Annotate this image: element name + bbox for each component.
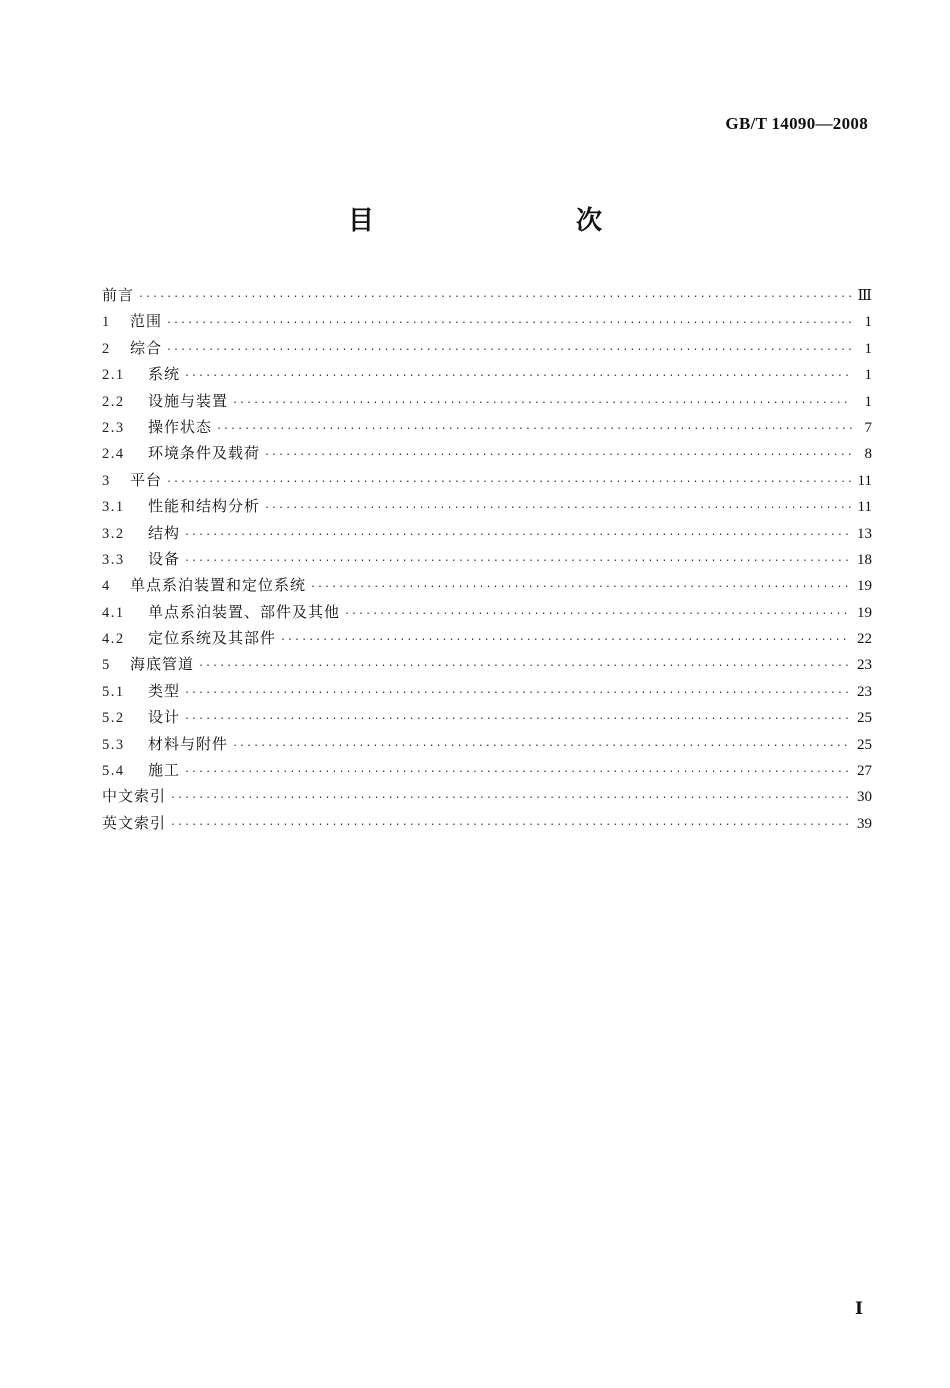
toc-entry-page: 1 bbox=[864, 367, 872, 384]
toc-entry[interactable] bbox=[100, 495, 872, 521]
toc-dot-leader bbox=[280, 632, 851, 643]
toc-entry-label: 操作状态 bbox=[148, 417, 213, 436]
toc-dot-leader bbox=[344, 606, 851, 617]
toc-entry-page: 1 bbox=[864, 314, 872, 331]
toc-entry[interactable] bbox=[100, 469, 872, 495]
toc-entry-page: 11 bbox=[857, 472, 872, 489]
toc-entry-label: 性能和结构分析 bbox=[148, 497, 261, 516]
toc-entry-number: 1 bbox=[102, 314, 111, 331]
toc-entry[interactable] bbox=[100, 812, 872, 838]
toc-entry-number: 2.3 bbox=[102, 419, 125, 436]
toc-entry-page: 11 bbox=[857, 499, 872, 516]
toc-entry-label: 定位系统及其部件 bbox=[148, 629, 277, 648]
toc-entry[interactable] bbox=[100, 416, 872, 442]
toc-entry-label: 英文索引 bbox=[102, 813, 167, 832]
toc-entry-number: 3.2 bbox=[102, 525, 125, 542]
toc-entry-number: 4.1 bbox=[102, 604, 125, 621]
toc-entry-number: 5.2 bbox=[102, 710, 125, 727]
toc-entry-label: 单点系泊装置、部件及其他 bbox=[148, 602, 341, 621]
toc-entry-label: 系统 bbox=[148, 365, 181, 384]
toc-entry[interactable] bbox=[100, 627, 872, 653]
toc-dot-leader bbox=[170, 790, 851, 801]
toc-entry-number: 3 bbox=[102, 472, 111, 489]
toc-dot-leader bbox=[184, 553, 851, 564]
toc-entry[interactable] bbox=[100, 363, 872, 389]
toc-entry-number: 4 bbox=[102, 578, 111, 595]
toc-dot-leader bbox=[184, 368, 852, 379]
toc-dot-leader bbox=[232, 738, 851, 749]
page-title: 目 次 bbox=[347, 206, 652, 236]
toc-entry-label: 设备 bbox=[148, 549, 181, 568]
toc-entry-page: 19 bbox=[857, 578, 872, 595]
toc-entry-page: 1 bbox=[864, 340, 872, 357]
toc-entry-label: 类型 bbox=[148, 681, 181, 700]
toc-entry-number: 2.4 bbox=[102, 446, 125, 463]
toc-entry-label: 材料与附件 bbox=[148, 734, 229, 753]
toc-dot-leader bbox=[232, 395, 852, 406]
page-number: Ⅰ bbox=[855, 1299, 863, 1318]
toc-entry-label: 单点系泊装置和定位系统 bbox=[130, 576, 307, 595]
toc-entry[interactable] bbox=[100, 601, 872, 627]
toc-entry-page: 23 bbox=[857, 683, 872, 700]
toc-entry-label: 范围 bbox=[130, 312, 163, 331]
toc-entry-number: 5.1 bbox=[102, 683, 125, 700]
toc-dot-leader bbox=[184, 685, 851, 696]
toc-entry[interactable] bbox=[100, 284, 872, 310]
toc-entry-number: 5 bbox=[102, 657, 111, 674]
toc-entry-page: 23 bbox=[857, 657, 872, 674]
toc-dot-leader bbox=[198, 658, 851, 669]
toc-entry-page: 18 bbox=[857, 551, 872, 568]
toc-entry[interactable] bbox=[100, 733, 872, 759]
toc-entry-page: 30 bbox=[857, 789, 872, 806]
toc-entry[interactable] bbox=[100, 680, 872, 706]
toc-entry-number: 4.2 bbox=[102, 631, 125, 648]
toc-entry-page: Ⅲ bbox=[857, 288, 872, 304]
toc-entry-number: 3.1 bbox=[102, 499, 125, 516]
toc-dot-leader bbox=[166, 474, 852, 485]
toc-entry-page: 19 bbox=[857, 604, 872, 621]
toc-dot-leader bbox=[264, 500, 852, 511]
toc-entry-label: 海底管道 bbox=[130, 655, 195, 674]
toc-entry-label: 平台 bbox=[130, 470, 163, 489]
toc-entry-label: 前言 bbox=[102, 286, 135, 304]
toc-dot-leader bbox=[138, 289, 852, 300]
toc-entry-page: 25 bbox=[857, 736, 872, 753]
toc-entry[interactable] bbox=[100, 706, 872, 732]
toc-entry[interactable] bbox=[100, 522, 872, 548]
toc-entry[interactable] bbox=[100, 390, 872, 416]
toc-entry[interactable] bbox=[100, 548, 872, 574]
toc-dot-leader bbox=[216, 421, 852, 432]
toc-entry-label: 施工 bbox=[148, 761, 181, 780]
toc-entry-page: 8 bbox=[864, 446, 872, 463]
toc-entry[interactable] bbox=[100, 337, 872, 363]
toc-entry-label: 结构 bbox=[148, 523, 181, 542]
toc-entry-page: 13 bbox=[857, 525, 872, 542]
toc-dot-leader bbox=[170, 817, 851, 828]
toc-entry[interactable] bbox=[100, 442, 872, 468]
toc-entry[interactable] bbox=[100, 785, 872, 811]
toc-entry-label: 设计 bbox=[148, 708, 181, 727]
toc-entry-page: 25 bbox=[857, 710, 872, 727]
toc-dot-leader bbox=[184, 527, 851, 538]
document-number: GB/T 14090—2008 bbox=[725, 114, 868, 133]
toc-dot-leader bbox=[310, 579, 851, 590]
toc-entry-page: 7 bbox=[864, 419, 872, 436]
toc-entry[interactable] bbox=[100, 574, 872, 600]
toc-dot-leader bbox=[184, 711, 851, 722]
toc-entry-number: 3.3 bbox=[102, 551, 125, 568]
toc-entry-number: 2 bbox=[102, 340, 111, 357]
table-of-contents bbox=[100, 284, 872, 838]
toc-entry-label: 综合 bbox=[130, 338, 163, 357]
toc-dot-leader bbox=[166, 315, 852, 326]
toc-entry-number: 5.4 bbox=[102, 763, 125, 780]
toc-dot-leader bbox=[184, 764, 851, 775]
toc-entry-number: 2.1 bbox=[102, 367, 125, 384]
toc-dot-leader bbox=[264, 447, 852, 458]
toc-entry[interactable] bbox=[100, 653, 872, 679]
toc-entry-label: 中文索引 bbox=[102, 787, 167, 806]
toc-entry-page: 39 bbox=[857, 815, 872, 832]
toc-entry-number: 5.3 bbox=[102, 736, 125, 753]
toc-entry-page: 27 bbox=[857, 763, 872, 780]
toc-entry-page: 22 bbox=[857, 631, 872, 648]
toc-entry-label: 设施与装置 bbox=[148, 391, 229, 410]
toc-entry-label: 环境条件及载荷 bbox=[148, 444, 261, 463]
toc-dot-leader bbox=[166, 342, 852, 353]
toc-entry-number: 2.2 bbox=[102, 393, 125, 410]
toc-entry[interactable] bbox=[100, 310, 872, 336]
toc-entry[interactable] bbox=[100, 759, 872, 785]
toc-entry-page: 1 bbox=[864, 393, 872, 410]
